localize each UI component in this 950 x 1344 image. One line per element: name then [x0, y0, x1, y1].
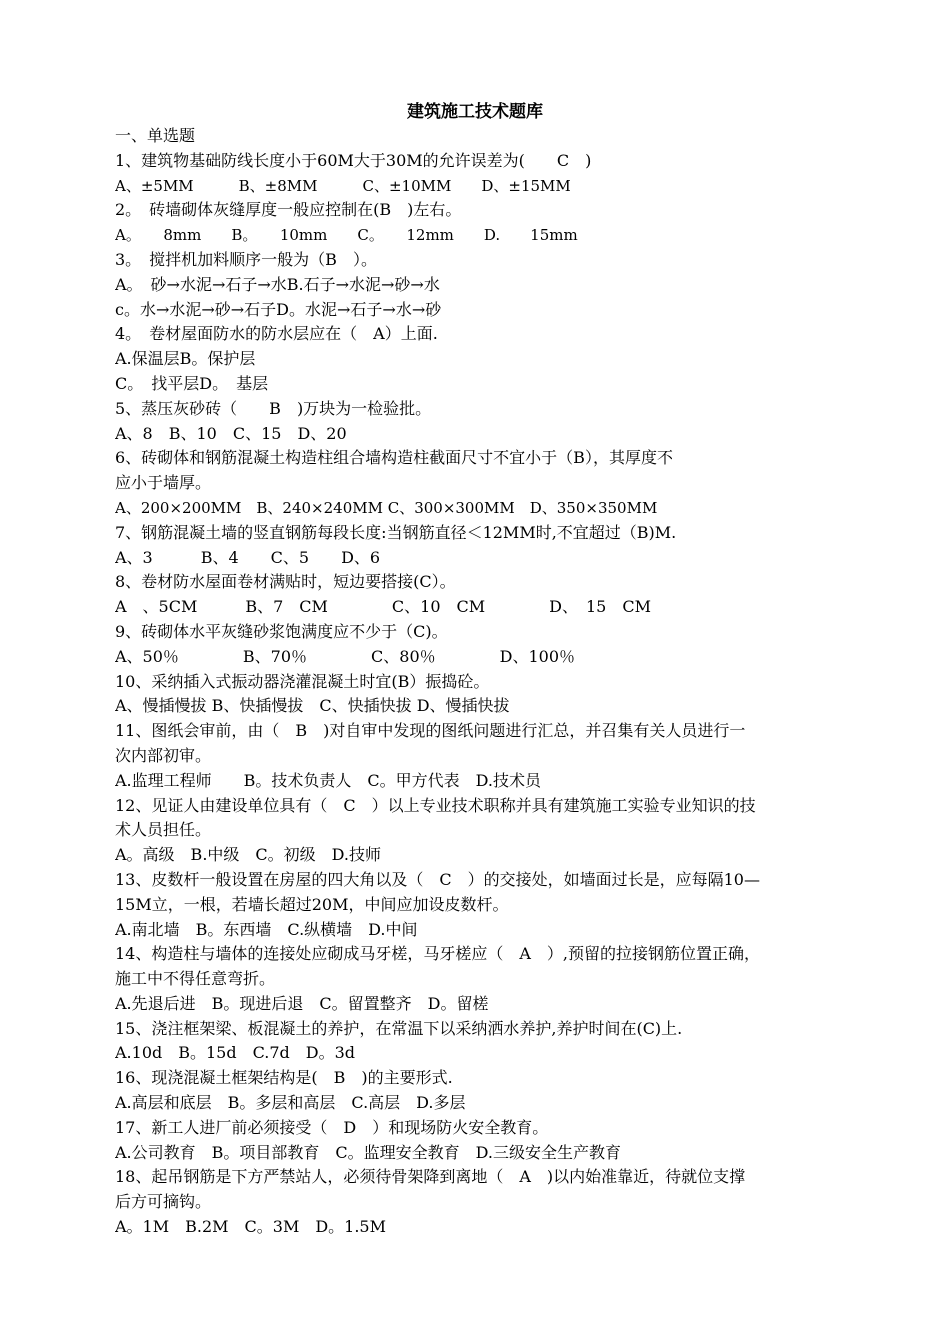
question-18-continued: 后方可摘钩。 — [115, 1192, 212, 1212]
question-7-options: A、3 B、4 C、5 D、6 — [115, 547, 381, 567]
question-list — [115, 124, 865, 1240]
question-6-options: A、200×200MM B、240×240MM C、300×300MM D、350×350MM — [115, 498, 658, 517]
document-title: 建筑施工技术题库 — [407, 102, 543, 122]
question-5-options: A、8 B、10 C、15 D、20 — [115, 423, 347, 443]
question-6-continued: 应小于墙厚。 — [115, 473, 212, 493]
question-17-options: A.公司教育 B。项目部教育 C。监理安全教育 D.三级安全生产教育 — [115, 1142, 621, 1162]
question-8-options: A 、5CM B、7 CM C、10 CM D、 15 CM — [115, 597, 651, 617]
question-6: 6、砖砌体和钢筋混凝土构造柱组合墙构造柱截面尺寸不宜小于（B），其厚度不 — [115, 448, 673, 468]
question-2: 2。 砖墙砌体灰缝厚度一般应控制在(B )左右。 — [115, 200, 462, 220]
question-12-continued: 术人员担任。 — [115, 820, 212, 840]
question-17: 17、新工人进厂前必须接受（ D ）和现场防火安全教育。 — [115, 1117, 549, 1137]
question-1-options: A、±5MM B、±8MM C、±10MM D、±15MM — [115, 176, 571, 195]
question-3-options-c-d: c。水→水泥→砂→石子D。水泥→石子→水→砂 — [115, 299, 442, 319]
question-8: 8、卷材防水屋面卷材满贴时，短边要搭接(C）。 — [115, 572, 456, 592]
question-10: 10、采纳插入式振动器浇灌混凝土时宜(B）振捣砼。 — [115, 671, 490, 691]
question-14-options: A.先退后进 B。现进后退 C。留置整齐 D。留槎 — [115, 993, 489, 1013]
question-13: 13、皮数杆一般设置在房屋的四大角以及（ C ）的交接处，如墙面过长是，应每隔10— — [115, 869, 760, 889]
question-4-options-a-b: A.保温层B。保护层 — [115, 349, 256, 369]
question-16: 16、现浇混凝土框架结构是( B )的主要形式. — [115, 1068, 453, 1088]
question-1: 1、建筑物基础防线长度小于60M大于30M的允许误差为( C ) — [115, 150, 592, 170]
question-11-options: A.监理工程师 B。技术负责人 C。甲方代表 D.技术员 — [115, 770, 541, 790]
question-18-options: A。1M B.2M C。3M D。1.5M — [115, 1217, 386, 1237]
question-13-continued: 15M立，一根，若墙长超过20M，中间应加设皮数杆。 — [115, 894, 509, 914]
question-12-options: A。高级 B.中级 C。初级 D.技师 — [115, 845, 381, 865]
question-15: 15、浇注框架梁、板混凝土的养护，在常温下以采纳洒水养护,养护时间在(C)上. — [115, 1018, 683, 1038]
question-18: 18、起吊钢筋是下方严禁站人，必须待骨架降到离地（ A )以内始准靠近，待就位支撑 — [115, 1167, 746, 1187]
question-11-continued: 次内部初审。 — [115, 745, 212, 765]
question-3: 3。 搅拌机加料顺序一般为（B ）。 — [115, 249, 377, 269]
question-3-options-a-b: A。 砂→水泥→石子→水B.石子→水泥→砂→水 — [115, 274, 440, 294]
question-16-options: A.高层和底层 B。多层和高层 C.高层 D.多层 — [115, 1093, 466, 1113]
question-9: 9、砖砌体水平灰缝砂浆饱满度应不少于（C)。 — [115, 621, 448, 641]
question-14: 14、构造柱与墙体的连接处应砌成马牙槎，马牙槎应（ A ）,预留的拉接钢筋位置正确， — [115, 944, 761, 964]
question-4: 4。 卷材屋面防水的防水层应在（ A）上面. — [115, 324, 438, 344]
section-heading: 一、单选题 — [115, 126, 196, 145]
question-12: 12、见证人由建设单位具有（ C ）以上专业技术职称并具有建筑施工实验专业知识的技 — [115, 795, 756, 815]
question-13-options: A.南北墙 B。东西墙 C.纵横墙 D.中间 — [115, 919, 418, 939]
question-15-options: A.10d B。15d C.7d D。3d — [115, 1043, 356, 1063]
question-14-continued: 施工中不得任意弯折。 — [115, 969, 276, 989]
question-11: 11、图纸会审前，由（ B )对自审中发现的图纸问题进行汇总，并召集有关人员进行一 — [115, 721, 746, 741]
question-4-options-c-d: C。 找平层D。 基层 — [115, 373, 269, 393]
question-9-options: A、50％ B、70％ C、80％ D、100％ — [115, 646, 576, 666]
question-2-options: A。 8mm B。 10mm C。 12mm D. 15mm — [115, 226, 578, 245]
question-7: 7、钢筋混凝土墙的竖直钢筋每段长度:当钢筋直径＜12MM时,不宜超过（B)M. — [115, 522, 677, 542]
question-10-options: A、慢插慢拔 B、快插慢拔 C、快插快拔 D、慢插快拔 — [115, 696, 510, 716]
question-5: 5、蒸压灰砂砖（ B )万块为一检验批。 — [115, 398, 432, 418]
